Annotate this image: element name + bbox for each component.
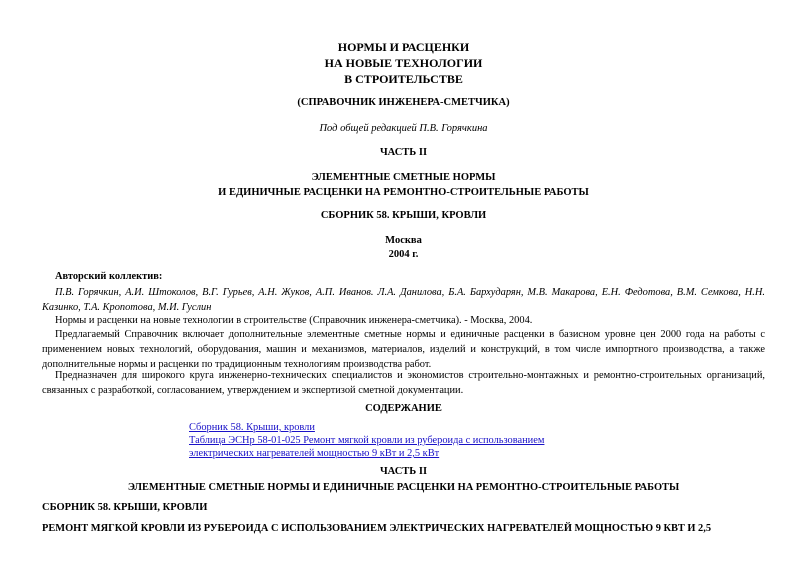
description-paragraph: Предлагаемый Справочник включает дополнительные элементные сметные нормы и единичные расценки в базисном уровне цен 2000 года на работы с применением новых технологий, оборудования, машин и механизмов, материалов, изделий и конструкций, в том числе импортного производства, а также дополнительные нормы и расценки по традиционным технологиям производства работ. xyxy=(42,329,765,370)
authors-heading: Авторский коллектив: xyxy=(55,271,163,282)
title-line: НА НОВЫЕ ТЕХНОЛОГИИ xyxy=(324,56,483,70)
part-title-line: ЭЛЕМЕНТНЫЕ СМЕТНЫЕ НОРМЫ xyxy=(311,172,496,183)
collection-title: СБОРНИК 58. КРЫШИ, КРОВЛИ xyxy=(320,210,487,221)
part-title-line: И ЕДИНИЧНЫЕ РАСЦЕНКИ НА РЕМОНТНО-СТРОИТЕЛЬНЫЕ РАБОТЫ xyxy=(218,187,589,198)
year: 2004 г. xyxy=(388,249,419,260)
city-year xyxy=(0,234,807,262)
table-of-contents xyxy=(189,421,544,460)
subtitle: (СПРАВОЧНИК ИНЖЕНЕРА-СМЕТЧИКА) xyxy=(297,97,510,108)
document-title xyxy=(0,39,807,87)
contents-heading: СОДЕРЖАНИЕ xyxy=(365,403,442,414)
part-title xyxy=(0,170,807,200)
city: Москва xyxy=(385,235,422,246)
part-title-2: ЭЛЕМЕНТНЫЕ СМЕТНЫЕ НОРМЫ И ЕДИНИЧНЫЕ РАСЦЕНКИ НА РЕМОНТНО-СТРОИТЕЛЬНЫЕ РАБОТЫ xyxy=(127,482,680,493)
section-heading: РЕМОНТ МЯГКОЙ КРОВЛИ ИЗ РУБЕРОИДА С ИСПОЛЬЗОВАНИЕМ ЭЛЕКТРИЧЕСКИХ НАГРЕВАТЕЛЕЙ МОЩНОСТЬЮ 9 КВТ И 2,5 xyxy=(42,523,712,534)
toc-link-collection[interactable]: Сборник 58. Крыши, кровли xyxy=(189,422,315,433)
toc-link-table-continued[interactable]: электрических нагревателей мощностью 9 кВт и 2,5 кВт xyxy=(189,448,440,459)
citation: Нормы и расценки на новые технологии в строительстве (Справочник инженера-сметчика). - Москва, 2004. xyxy=(55,315,533,326)
collection-heading-2: СБОРНИК 58. КРЫШИ, КРОВЛИ xyxy=(42,502,208,513)
title-line: НОРМЫ И РАСЦЕНКИ xyxy=(337,40,470,54)
editor-line: Под общей редакцией П.В. Горячкина xyxy=(319,123,488,134)
authors-list: П.В. Горячкин, А.И. Штоколов, В.Г. Гурьев, А.Н. Жуков, А.П. Иванов. Л.А. Данилова, Б.А. Бархударян, М.В. Макарова, Е.Н. Федотова, В.М. Семкова, Н.Н. Казинко, Т.А. Кропотова, М.И. Гуслин xyxy=(42,287,765,313)
title-line: В СТРОИТЕЛЬСТВЕ xyxy=(344,72,463,86)
toc-link-table[interactable]: Таблица ЭСНр 58-01-025 Ремонт мягкой кровли из рубероида с использованием xyxy=(189,435,545,446)
part-label: ЧАСТЬ II xyxy=(379,147,428,158)
part-label-2: ЧАСТЬ II xyxy=(379,466,428,477)
purpose-paragraph: Предназначен для широкого круга инженерно-технических специалистов и экономистов строительно-монтажных и ремонтно-строительных организаций, связанных с разработкой, согласованием, утверждением и экспертизой сметной документации. xyxy=(42,370,765,396)
